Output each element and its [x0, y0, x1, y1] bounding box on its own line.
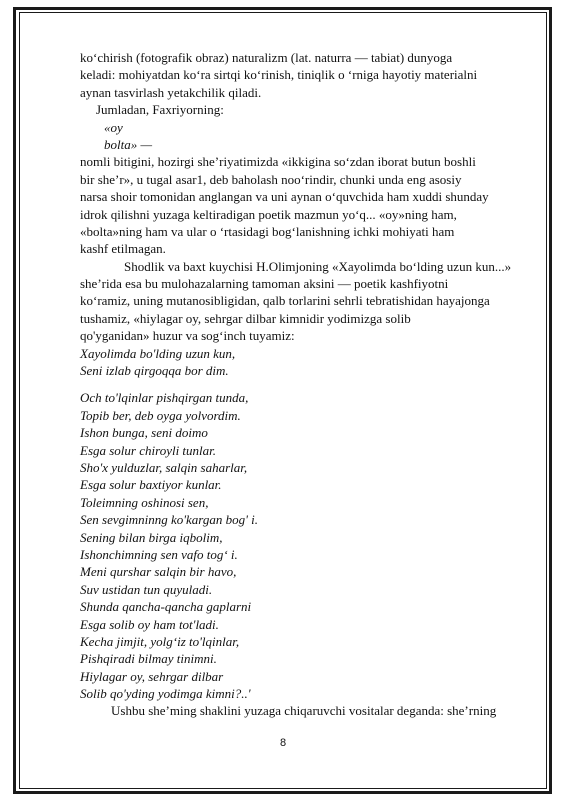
poem-line: Toleimning oshinosi sen,	[80, 494, 209, 510]
paragraph-1	[80, 49, 512, 101]
text-line: she’rida esa bu mulohazalarning tamoman aksini — poetik kashfiyotni	[80, 276, 449, 292]
text-line: bir she’r», u tugal asar1, deb baholash noo‘rindir, chunki unda eng asosiy	[80, 171, 462, 187]
text-line: «bolta»ning ham va ular o ‘rtasidagi bog‘lanishning ichki mohiyati ham	[80, 223, 455, 239]
poem-line: Ishonchimning sen vafo tog‘ i.	[80, 546, 238, 562]
poem-line: Ishon bunga, seni doimo	[80, 425, 208, 441]
page-number: 8	[279, 737, 287, 749]
text-line: nomli bitigini, hozirgi she’riyatimizda «ikkigina so‘zdan iborat butun boshli	[80, 154, 476, 170]
poem-line: Seni izlab qirgoqqa bor dim.	[80, 363, 229, 379]
stanza-gap	[80, 379, 512, 389]
poem-line: Xayolimda bo'lding uzun kun,	[80, 345, 236, 361]
text-line: Shodlik va baxt kuychisi H.Olimjoning «Xayolimda bo‘lding uzun kun...»	[124, 258, 512, 274]
poem-line: Sen sevgimninng ko'kargan bog' i.	[80, 512, 259, 528]
poem-line: Topib ber, deb oyga yolvordim.	[80, 407, 241, 423]
text-line: narsa shoir tomonidan anglangan va uni aynan o‘quvchida ham xuddi shunday	[80, 189, 489, 205]
poem-stanza-1	[80, 345, 512, 380]
text-line: aynan tasvirlash yetakchilik qiladi.	[80, 84, 262, 100]
poem-line: Esga solur chiroyli tunlar.	[80, 442, 217, 458]
text-line: ko‘chirish (fotografik obraz) naturalizm (lat. naturra — tabiat) dunyoga	[80, 50, 453, 65]
text-line: ko‘ramiz, uning mutanosibligidan, qalb torlarini sehrli tebratishidan hayajonga	[80, 293, 490, 309]
example-poem	[80, 119, 512, 154]
poem-line: Shunda qancha-qancha gaplarni	[80, 599, 252, 615]
poem-line: Meni qurshar salqin bir havo,	[80, 564, 237, 580]
poem-line: Solib qo'yding yodimga kimni?..'	[80, 686, 251, 702]
paragraph-4: Ushbu she’ming shaklini yuzaga chiqaruvchi vositalar deganda: she’rning	[111, 703, 497, 719]
poem-line: Sening bilan birga iqbolim,	[80, 529, 223, 545]
example-intro: Jumladan, Faxriyorning:	[96, 102, 224, 118]
poem-line: Hiylagar oy, sehrgar dilbar	[80, 668, 224, 684]
poem-line: Kecha jimjit, yolg‘iz to'lqinlar,	[80, 633, 240, 649]
text-line: keladi: mohiyatdan ko‘ra sirtqi ko‘rinish, tiniqlik o ‘rniga hayotiy materialni	[80, 67, 478, 83]
text-line: tushamiz, «hiylagar oy, sehrgar dilbar kimnidir yodimizga solib	[80, 310, 411, 326]
text-line: kashf etilmagan.	[80, 241, 166, 257]
poem-line: Suv ustidan tun quyuladi.	[80, 581, 213, 597]
poem-line: Sho'x yulduzlar, salqin saharlar,	[80, 459, 248, 475]
text-line: idrok qilishni yuzaga keltiradigan poetik mazmun yo‘q... «oy»ning ham,	[80, 206, 457, 222]
paragraph-3	[80, 258, 512, 345]
text-line: qo'yganidan» huzur va sog‘inch tuyamiz:	[80, 328, 295, 344]
paragraph-2	[80, 153, 512, 257]
poem-line: Esga solur baxtiyor kunlar.	[80, 477, 222, 493]
poem-line: Pishqiradi bilmay tinimni.	[80, 651, 217, 667]
poem-stanza-2	[80, 389, 512, 702]
poem-line: Esga solib oy ham tot'ladi.	[80, 616, 219, 632]
page-body	[80, 49, 512, 720]
poem-line: Och to'lqinlar pishqirgan tunda,	[80, 390, 249, 406]
poem-line: «oy	[104, 119, 123, 135]
poem-line: bolta» —	[104, 136, 153, 152]
